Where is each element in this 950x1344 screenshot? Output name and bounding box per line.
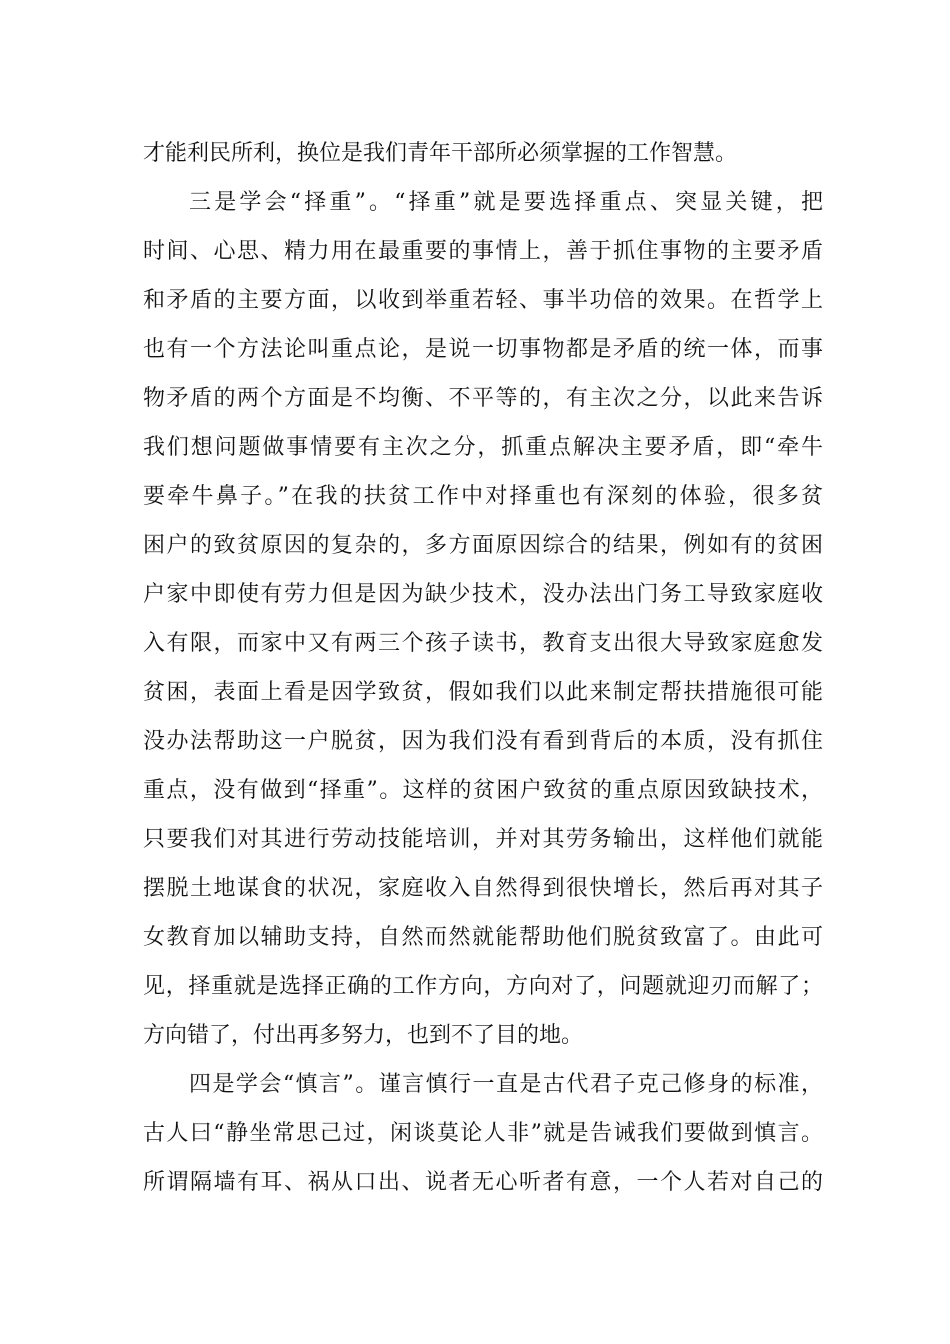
text-line: 才能利民所利，换位是我们青年干部所必须掌握的工作智慧。 (143, 141, 738, 166)
text-line: 三是学会“择重”。“择重”就是要选择重点、突显关键，把 (189, 190, 823, 215)
text-line: 困户的致贫原因的复杂的，多方面原因综合的结果，例如有的贫困 (143, 533, 823, 558)
text-line: 摆脱土地谋食的状况，家庭收入自然得到很快增长，然后再对其子 (143, 876, 823, 901)
text-line: 户家中即使有劳力但是因为缺少技术，没办法出门务工导致家庭收 (143, 582, 823, 607)
text-line: 入有限，而家中又有两三个孩子读书，教育支出很大导致家庭愈发 (143, 631, 823, 656)
text-line: 也有一个方法论叫重点论，是说一切事物都是矛盾的统一体，而事 (143, 337, 823, 362)
text-line: 方向错了，付出再多努力，也到不了目的地。 (143, 1023, 584, 1048)
text-line: 四是学会“慎言”。谨言慎行一直是古代君子克己修身的标准， (189, 1072, 823, 1097)
text-line: 所谓隔墙有耳、祸从口出、说者无心听者有意，一个人若对自己的 (143, 1170, 823, 1195)
text-line: 女教育加以辅助支持，自然而然就能帮助他们脱贫致富了。由此可 (143, 925, 823, 950)
text-line: 重点，没有做到“择重”。这样的贫困户致贫的重点原因致缺技术， (143, 778, 823, 803)
text-line: 见，择重就是选择正确的工作方向，方向对了，问题就迎刃而解了； (143, 974, 823, 999)
text-line: 没办法帮助这一户脱贫，因为我们没有看到背后的本质，没有抓住 (143, 729, 823, 754)
text-line: 我们想问题做事情要有主次之分，抓重点解决主要矛盾，即“牵牛 (143, 435, 823, 460)
text-line: 时间、心思、精力用在最重要的事情上，善于抓住事物的主要矛盾 (143, 239, 823, 264)
text-line: 要牵牛鼻子。”在我的扶贫工作中对择重也有深刻的体验，很多贫 (143, 484, 823, 509)
text-line: 和矛盾的主要方面，以收到举重若轻、事半功倍的效果。在哲学上 (143, 288, 823, 313)
body-text (143, 129, 823, 1207)
text-line: 贫困，表面上看是因学致贫，假如我们以此来制定帮扶措施很可能 (143, 680, 823, 705)
text-line: 古人曰“静坐常思己过，闲谈莫论人非”就是告诫我们要做到慎言。 (143, 1121, 823, 1146)
text-line: 物矛盾的两个方面是不均衡、不平等的，有主次之分，以此来告诉 (143, 386, 823, 411)
text-line: 只要我们对其进行劳动技能培训，并对其劳务输出，这样他们就能 (143, 827, 823, 852)
